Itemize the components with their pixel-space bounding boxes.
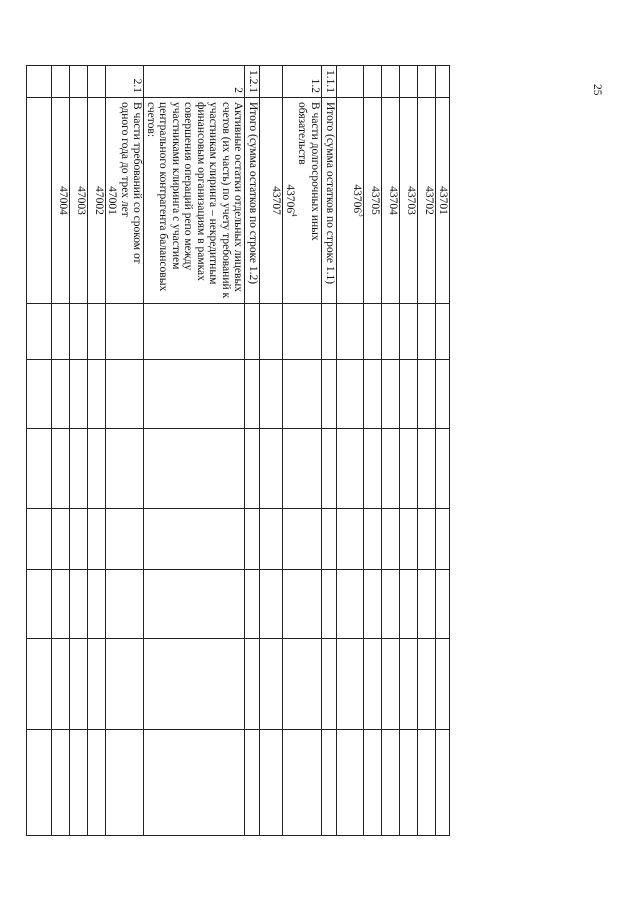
empty-cell bbox=[322, 730, 337, 836]
empty-cell bbox=[400, 360, 418, 429]
empty-cell bbox=[27, 570, 52, 639]
row-content bbox=[322, 98, 337, 304]
table-row bbox=[322, 66, 337, 836]
empty-cell bbox=[364, 639, 382, 730]
empty-cell bbox=[322, 570, 337, 639]
empty-cell bbox=[88, 429, 106, 509]
row-number bbox=[52, 66, 70, 98]
empty-cell bbox=[400, 304, 418, 360]
empty-cell bbox=[106, 360, 145, 429]
account-code-value: 43701 bbox=[437, 186, 449, 215]
empty-cell bbox=[418, 304, 436, 360]
account-code-value: 43703 bbox=[405, 186, 417, 215]
row-content bbox=[283, 98, 322, 304]
empty-cell bbox=[27, 360, 52, 429]
empty-cell bbox=[260, 730, 283, 836]
row-content bbox=[245, 98, 260, 304]
empty-cell bbox=[322, 360, 337, 429]
empty-cell bbox=[70, 639, 88, 730]
empty-cell bbox=[337, 570, 364, 639]
row-content bbox=[88, 98, 106, 304]
table-row bbox=[88, 66, 106, 836]
empty-cell bbox=[382, 360, 400, 429]
row-number: 2 bbox=[144, 66, 245, 98]
empty-cell bbox=[106, 509, 145, 570]
footnote-marker: 4 bbox=[289, 213, 298, 217]
empty-cell bbox=[364, 304, 382, 360]
empty-cell bbox=[382, 730, 400, 836]
row-number bbox=[88, 66, 106, 98]
row-label: Итого (сумма остатков по строке 1.1) bbox=[324, 102, 336, 285]
table-row bbox=[283, 66, 322, 836]
account-code bbox=[93, 102, 106, 299]
empty-cell bbox=[364, 570, 382, 639]
row-number bbox=[364, 66, 382, 98]
row-label: Итого (сумма остатков по строке 1.2) bbox=[247, 102, 260, 285]
empty-cell bbox=[418, 509, 436, 570]
form-table bbox=[26, 65, 450, 836]
table-row bbox=[144, 66, 245, 836]
empty-cell bbox=[88, 360, 106, 429]
empty-cell bbox=[245, 509, 260, 570]
empty-cell bbox=[88, 304, 106, 360]
account-code bbox=[284, 102, 297, 299]
empty-cell bbox=[260, 639, 283, 730]
empty-cell bbox=[70, 570, 88, 639]
empty-cell bbox=[400, 509, 418, 570]
empty-cell bbox=[260, 570, 283, 639]
empty-cell bbox=[418, 639, 436, 730]
account-code bbox=[405, 102, 418, 299]
account-code bbox=[270, 102, 283, 299]
row-content bbox=[337, 98, 364, 304]
row-number bbox=[418, 66, 436, 98]
footnote-marker: 3 bbox=[356, 213, 365, 217]
empty-cell bbox=[283, 639, 322, 730]
empty-cell bbox=[283, 570, 322, 639]
row-number bbox=[382, 66, 400, 98]
empty-cell bbox=[364, 730, 382, 836]
account-code-value: 47002 bbox=[93, 186, 105, 215]
empty-cell bbox=[418, 730, 436, 836]
empty-cell bbox=[337, 509, 364, 570]
account-code bbox=[387, 102, 400, 299]
empty-cell bbox=[283, 730, 322, 836]
empty-cell bbox=[52, 360, 70, 429]
empty-cell bbox=[144, 509, 245, 570]
empty-cell bbox=[144, 360, 245, 429]
row-content bbox=[418, 98, 436, 304]
empty-cell bbox=[88, 639, 106, 730]
row-number: 1.1.1 bbox=[322, 66, 337, 98]
account-code bbox=[57, 102, 70, 299]
empty-cell bbox=[106, 730, 145, 836]
empty-cell bbox=[144, 730, 245, 836]
empty-cell bbox=[144, 304, 245, 360]
empty-cell bbox=[88, 730, 106, 836]
empty-cell bbox=[106, 639, 145, 730]
row-number bbox=[70, 66, 88, 98]
empty-cell bbox=[245, 639, 260, 730]
table-row bbox=[106, 66, 145, 836]
empty-cell bbox=[283, 304, 322, 360]
empty-cell bbox=[88, 570, 106, 639]
empty-cell bbox=[382, 639, 400, 730]
account-code bbox=[437, 102, 450, 299]
row-content bbox=[52, 98, 70, 304]
empty-cell bbox=[382, 570, 400, 639]
table-row bbox=[70, 66, 88, 836]
empty-cell bbox=[382, 304, 400, 360]
empty-cell bbox=[52, 304, 70, 360]
row-content bbox=[260, 98, 283, 304]
empty-cell bbox=[400, 639, 418, 730]
empty-cell bbox=[364, 509, 382, 570]
account-code bbox=[369, 102, 382, 299]
row-content bbox=[436, 98, 450, 304]
empty-cell bbox=[27, 429, 52, 509]
row-content bbox=[400, 98, 418, 304]
row-content bbox=[382, 98, 400, 304]
table-row bbox=[27, 66, 52, 836]
row-number bbox=[260, 66, 283, 98]
empty-cell bbox=[283, 509, 322, 570]
empty-cell bbox=[418, 570, 436, 639]
table-row bbox=[436, 66, 450, 836]
empty-cell bbox=[382, 509, 400, 570]
empty-cell bbox=[245, 360, 260, 429]
empty-cell bbox=[400, 570, 418, 639]
table-row bbox=[260, 66, 283, 836]
empty-cell bbox=[436, 360, 450, 429]
empty-cell bbox=[52, 429, 70, 509]
row-number: 1.2 bbox=[283, 66, 322, 98]
account-code-value: 43706 bbox=[351, 184, 363, 214]
empty-cell bbox=[245, 570, 260, 639]
empty-cell bbox=[364, 429, 382, 509]
account-code bbox=[106, 102, 119, 299]
empty-cell bbox=[322, 509, 337, 570]
empty-cell bbox=[70, 429, 88, 509]
account-code-value: 43706 bbox=[284, 184, 296, 214]
row-content bbox=[106, 98, 145, 304]
row-label: В части долгосрочных иных обязательств bbox=[296, 102, 321, 241]
empty-cell bbox=[70, 304, 88, 360]
account-code-value: 43705 bbox=[369, 186, 381, 215]
account-code-value: 47003 bbox=[75, 186, 87, 215]
empty-cell bbox=[27, 730, 52, 836]
empty-cell bbox=[337, 360, 364, 429]
empty-cell bbox=[337, 304, 364, 360]
empty-cell bbox=[144, 429, 245, 509]
account-code-value: 47001 bbox=[106, 186, 119, 215]
empty-cell bbox=[418, 360, 436, 429]
row-number bbox=[27, 66, 52, 98]
empty-cell bbox=[245, 730, 260, 836]
row-number bbox=[400, 66, 418, 98]
table-row bbox=[382, 66, 400, 836]
row-number: 1.2.1 bbox=[245, 66, 260, 98]
empty-cell bbox=[245, 429, 260, 509]
empty-cell bbox=[337, 429, 364, 509]
rotated-form-table bbox=[57, 65, 450, 835]
empty-cell bbox=[436, 429, 450, 509]
row-number bbox=[337, 66, 364, 98]
row-number bbox=[436, 66, 450, 98]
empty-cell bbox=[260, 304, 283, 360]
empty-cell bbox=[52, 639, 70, 730]
table-row bbox=[52, 66, 70, 836]
table-row bbox=[245, 66, 260, 836]
empty-cell bbox=[27, 639, 52, 730]
empty-cell bbox=[283, 360, 322, 429]
empty-cell bbox=[382, 429, 400, 509]
empty-cell bbox=[436, 304, 450, 360]
empty-cell bbox=[106, 570, 145, 639]
account-code bbox=[351, 102, 364, 299]
empty-cell bbox=[337, 730, 364, 836]
page-number: 25 bbox=[591, 84, 603, 96]
empty-cell bbox=[52, 730, 70, 836]
empty-cell bbox=[260, 360, 283, 429]
empty-cell bbox=[260, 509, 283, 570]
row-content bbox=[144, 98, 245, 304]
row-content bbox=[27, 98, 52, 304]
empty-cell bbox=[88, 509, 106, 570]
empty-cell bbox=[52, 509, 70, 570]
empty-cell bbox=[283, 429, 322, 509]
empty-cell bbox=[70, 360, 88, 429]
account-code-value: 43702 bbox=[423, 186, 435, 215]
empty-cell bbox=[418, 429, 436, 509]
table-row bbox=[400, 66, 418, 836]
empty-cell bbox=[322, 304, 337, 360]
empty-cell bbox=[436, 509, 450, 570]
empty-cell bbox=[400, 429, 418, 509]
empty-cell bbox=[260, 429, 283, 509]
row-number: 2.1 bbox=[106, 66, 145, 98]
table-row bbox=[364, 66, 382, 836]
empty-cell bbox=[70, 730, 88, 836]
account-code-value: 47004 bbox=[57, 186, 69, 215]
account-code-value: 43704 bbox=[387, 186, 399, 215]
empty-cell bbox=[106, 429, 145, 509]
table-row bbox=[337, 66, 364, 836]
empty-cell bbox=[400, 730, 418, 836]
empty-cell bbox=[322, 429, 337, 509]
empty-cell bbox=[70, 509, 88, 570]
row-content bbox=[364, 98, 382, 304]
empty-cell bbox=[436, 730, 450, 836]
empty-cell bbox=[337, 639, 364, 730]
empty-cell bbox=[144, 570, 245, 639]
empty-cell bbox=[27, 509, 52, 570]
row-content bbox=[70, 98, 88, 304]
account-code-value: 43707 bbox=[270, 186, 283, 215]
empty-cell bbox=[322, 639, 337, 730]
empty-cell bbox=[52, 570, 70, 639]
row-label: В части требований со сроком от одного года до трех лет bbox=[119, 102, 144, 264]
empty-cell bbox=[364, 360, 382, 429]
row-label: Активные остатки отдельных лицевых счетов (их часть) по учету требований к участникам клиринга – некредитным финансовым организациям в рамках совершения операций репо между участниками клиринга с участием центрального контрагента балансовых счетов: bbox=[145, 102, 245, 299]
empty-cell bbox=[436, 570, 450, 639]
empty-cell bbox=[106, 304, 145, 360]
empty-cell bbox=[144, 639, 245, 730]
account-code bbox=[75, 102, 88, 299]
table-row bbox=[418, 66, 436, 836]
empty-cell bbox=[245, 304, 260, 360]
empty-cell bbox=[27, 304, 52, 360]
account-code bbox=[423, 102, 436, 299]
empty-cell bbox=[436, 639, 450, 730]
